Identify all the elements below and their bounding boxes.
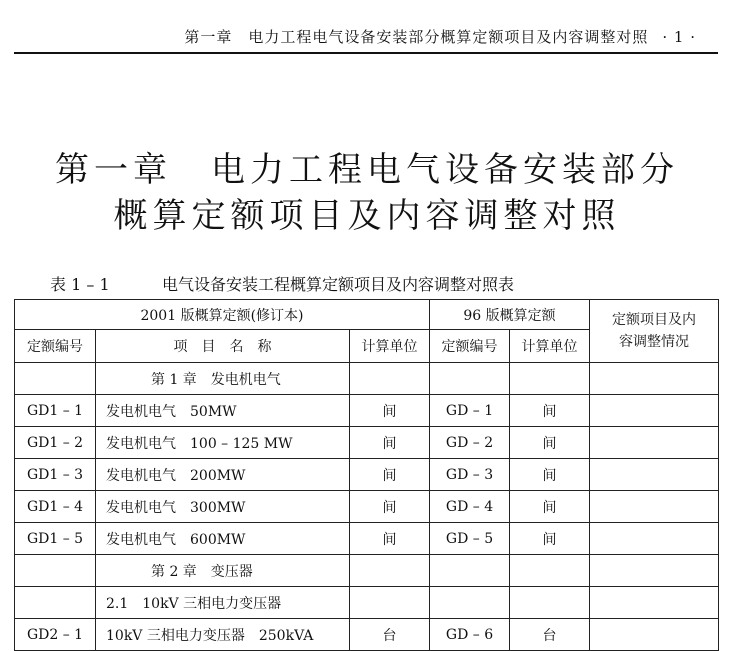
adjustment-cell bbox=[590, 363, 719, 395]
code-96-cell: GD – 5 bbox=[430, 523, 510, 555]
running-header-title: 第一章 电力工程电气设备安装部分概算定额项目及内容调整对照 bbox=[184, 28, 649, 46]
page-number: · 1 · bbox=[662, 28, 696, 46]
table-row bbox=[15, 491, 719, 523]
unit-cell bbox=[350, 587, 430, 619]
adjustment-cell bbox=[590, 427, 719, 459]
unit-cell: 间 bbox=[350, 427, 430, 459]
code-96-cell: GD – 2 bbox=[430, 427, 510, 459]
name-cell: 发电机电气 600MW bbox=[96, 523, 350, 555]
table-number: 表 1 – 1 bbox=[50, 275, 110, 294]
header-code-96: 定额编号 bbox=[430, 330, 510, 363]
table-row bbox=[15, 459, 719, 491]
code-cell bbox=[15, 555, 96, 587]
unit-cell bbox=[350, 363, 430, 395]
unit-96-cell bbox=[510, 363, 590, 395]
code-96-cell: GD – 3 bbox=[430, 459, 510, 491]
running-header-text bbox=[184, 26, 696, 47]
unit-96-cell: 台 bbox=[510, 619, 590, 651]
name-cell: 10kV 三相电力变压器 250kVA bbox=[96, 619, 350, 651]
table-row bbox=[15, 587, 719, 619]
unit-96-cell bbox=[510, 555, 590, 587]
chapter-heading-cell: 第 2 章 变压器 bbox=[96, 555, 350, 587]
adjustment-cell bbox=[590, 619, 719, 651]
table-row bbox=[15, 523, 719, 555]
adjustment-cell bbox=[590, 587, 719, 619]
table-row bbox=[15, 427, 719, 459]
unit-cell: 间 bbox=[350, 395, 430, 427]
table-row bbox=[15, 619, 719, 651]
table-row bbox=[15, 555, 719, 587]
table-row bbox=[15, 395, 719, 427]
comparison-table bbox=[14, 299, 719, 651]
chapter-heading-cell: 第 1 章 发电机电气 bbox=[96, 363, 350, 395]
unit-96-cell: 间 bbox=[510, 523, 590, 555]
code-cell: GD1 – 5 bbox=[15, 523, 96, 555]
name-cell: 发电机电气 200MW bbox=[96, 459, 350, 491]
unit-cell: 间 bbox=[350, 491, 430, 523]
adjustment-cell bbox=[590, 491, 719, 523]
code-96-cell bbox=[430, 363, 510, 395]
header-unit-96: 计算单位 bbox=[510, 330, 590, 363]
unit-96-cell: 间 bbox=[510, 395, 590, 427]
adjustment-cell bbox=[590, 555, 719, 587]
code-96-cell: GD – 6 bbox=[430, 619, 510, 651]
code-96-cell: GD – 1 bbox=[430, 395, 510, 427]
section-heading-cell: 2.1 10kV 三相电力变压器 bbox=[96, 587, 350, 619]
unit-cell: 台 bbox=[350, 619, 430, 651]
code-cell: GD1 – 2 bbox=[15, 427, 96, 459]
header-unit: 计算单位 bbox=[350, 330, 430, 363]
code-cell bbox=[15, 587, 96, 619]
table-row bbox=[15, 363, 719, 395]
header-96-edition: 96 版概算定额 bbox=[430, 300, 590, 330]
unit-96-cell bbox=[510, 587, 590, 619]
unit-cell: 间 bbox=[350, 523, 430, 555]
header-code: 定额编号 bbox=[15, 330, 96, 363]
header-name: 项 目 名 称 bbox=[96, 330, 350, 363]
unit-cell bbox=[350, 555, 430, 587]
table-body bbox=[15, 363, 719, 651]
code-cell: GD1 – 3 bbox=[15, 459, 96, 491]
table-header-row-1 bbox=[15, 300, 719, 330]
code-cell: GD1 – 4 bbox=[15, 491, 96, 523]
running-header bbox=[14, 26, 718, 54]
unit-cell: 间 bbox=[350, 459, 430, 491]
name-cell: 发电机电气 50MW bbox=[96, 395, 350, 427]
table-caption bbox=[50, 272, 514, 295]
adjustment-cell bbox=[590, 459, 719, 491]
name-cell: 发电机电气 100 – 125 MW bbox=[96, 427, 350, 459]
code-96-cell: GD – 4 bbox=[430, 491, 510, 523]
adjustment-cell bbox=[590, 395, 719, 427]
header-2001-edition: 2001 版概算定额(修订本) bbox=[15, 300, 430, 330]
code-96-cell bbox=[430, 555, 510, 587]
header-adjustment bbox=[590, 300, 719, 363]
name-cell: 发电机电气 300MW bbox=[96, 491, 350, 523]
unit-96-cell: 间 bbox=[510, 427, 590, 459]
unit-96-cell: 间 bbox=[510, 459, 590, 491]
unit-96-cell: 间 bbox=[510, 491, 590, 523]
code-cell bbox=[15, 363, 96, 395]
header-adjustment-text: 定额项目及内容调整情况 bbox=[612, 312, 697, 350]
chapter-title-line-1: 第一章 电力工程电气设备安装部分 bbox=[55, 150, 679, 190]
table-caption-text: 电气设备安装工程概算定额项目及内容调整对照表 bbox=[162, 275, 515, 294]
code-cell: GD1 – 1 bbox=[15, 395, 96, 427]
adjustment-cell bbox=[590, 523, 719, 555]
code-cell: GD2 – 1 bbox=[15, 619, 96, 651]
chapter-title-line-2: 概算定额项目及内容调整对照 bbox=[113, 196, 621, 236]
code-96-cell bbox=[430, 587, 510, 619]
